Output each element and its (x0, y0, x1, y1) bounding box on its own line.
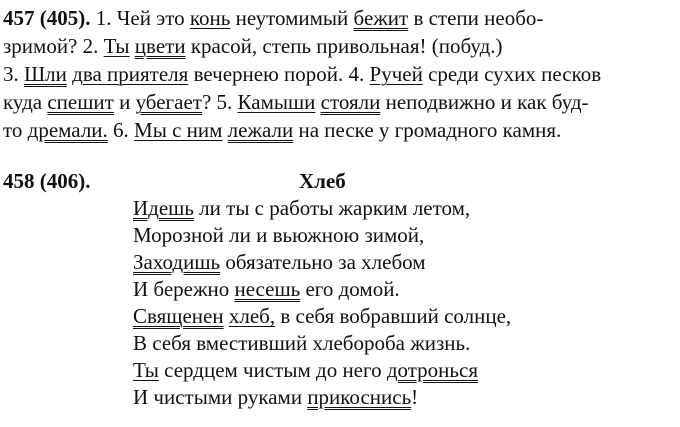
subject: Ты (103, 34, 130, 58)
poem-line-3 (133, 249, 511, 276)
ex457-line-2 (3, 32, 675, 60)
predicate: спешит (47, 90, 114, 114)
text: в степи необо- (408, 6, 544, 30)
predicate: несешь (234, 277, 301, 301)
text: И бережно (133, 277, 235, 301)
text: 6. (107, 118, 135, 142)
text: и (113, 90, 136, 114)
predicate: цвети (134, 34, 186, 58)
text: среди сухих песков (422, 62, 602, 86)
subject: Мы с ним (134, 118, 223, 142)
subject: конь (189, 6, 231, 30)
text: в себя вобравший солнце, (275, 304, 512, 328)
ex457-line-3 (3, 60, 675, 88)
predicate: стояли (320, 90, 381, 114)
text: неподвижно и как буд- (380, 90, 589, 114)
poem-line-8 (133, 384, 511, 411)
text: ? 5. (201, 90, 238, 114)
predicate: прикоснись (307, 385, 412, 409)
subject: Ты (133, 358, 159, 382)
predicate: Идешь (133, 196, 194, 220)
text: на песке у громадного камня. (293, 118, 562, 142)
text: ли ты с работы жарким летом, (193, 196, 471, 220)
text: 3. (3, 62, 24, 86)
predicate: Заходишь (133, 250, 221, 274)
ex457-line-4 (3, 88, 675, 116)
predicate: бежит (353, 6, 409, 30)
text: красой, степь привольная! (побуд.) (185, 34, 503, 58)
poem-line-4 (133, 276, 511, 303)
ex457-line-5 (3, 116, 675, 144)
predicate: Священен (133, 304, 224, 328)
subject: Камыши (237, 90, 316, 114)
subject: Ручей (369, 62, 423, 86)
poem (133, 195, 511, 411)
text: куда (3, 90, 48, 114)
predicate: убегает (135, 90, 202, 114)
predicate: Шли (24, 62, 67, 86)
text: вечернею порой. 4. (188, 62, 370, 86)
subject: хлеб, (228, 304, 276, 328)
poem-line-6: В себя вместивший хлебороба жизнь. (133, 331, 471, 355)
predicate: дотронься (386, 358, 478, 382)
ex457-line-1 (3, 4, 675, 32)
poem-line-2: Морозной ли и вьюжною зимой, (133, 223, 425, 247)
poem-line-7 (133, 357, 511, 384)
text: его домой. (300, 277, 400, 301)
text: обязательно за хлебом (220, 250, 426, 274)
text: сердцем чистым до него (158, 358, 387, 382)
text: 1. Чей это (90, 6, 190, 30)
predicate: лежали (227, 118, 294, 142)
exercise-457 (3, 4, 675, 144)
exercise-number: 458 (406). (3, 169, 91, 193)
text: ! (411, 385, 419, 409)
predicate: дремали. (27, 118, 108, 142)
poem-title: Хлеб (299, 169, 346, 193)
exercise-number: 457 (405). (3, 6, 91, 30)
text: И чистыми руками (133, 385, 308, 409)
subject: два приятеля (72, 62, 189, 86)
text: зримой? 2. (3, 34, 104, 58)
poem-line-5 (133, 303, 511, 330)
text: то (3, 118, 28, 142)
text: неутомимый (230, 6, 354, 30)
poem-line-1 (133, 195, 511, 222)
